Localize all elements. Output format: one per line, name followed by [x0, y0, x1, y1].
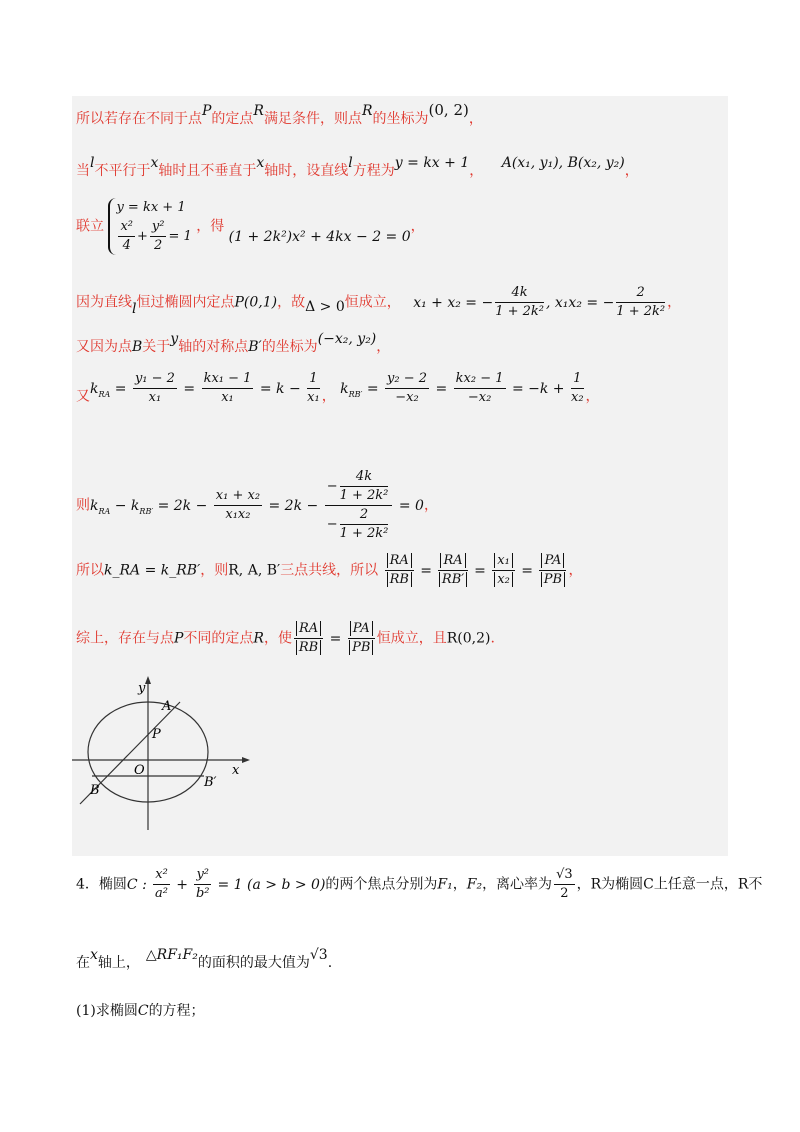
solution-line-4: 因为直线l恒过椭圆内定点P(0,1)，故Δ > 0恒成立， x₁ + x₂ = − $\frac{4k}{\text{1 + 2k²}}$ , x₁x₂ = − $\frac{2}{\text{1 + 2k²}}$ ， [76, 285, 682, 319]
question-text-a: 椭圆 [98, 876, 127, 893]
comma: ， [452, 876, 467, 893]
ellipse-figure [64, 676, 264, 838]
solution-line-7: 则$k_{RA} - k_{RB'} = 2k$ − $\frac{\text{x₁ + x₂}}{\text{x₁x₂}}$ = 2k − − $\frac{4k}{\text{1 + 2k²}}$ − $\frac{2}{\text{1 + 2k²}}$ = 0， [76, 469, 438, 541]
question-text-c: ，离心率为 [482, 876, 553, 893]
points-ab: A(x₁, y₁), B(x₂, y₂) [501, 155, 625, 171]
max-value: √3 [309, 947, 328, 963]
question-text-d: ，R为椭圆C上任意一点，R不 [576, 876, 763, 893]
question-line2-b: 的面积的最大值为 [197, 955, 310, 971]
quadratic-result: (1 + 2k²)x² + 4kx − 2 = 0 [228, 228, 411, 245]
y-axis-arrow [145, 676, 151, 684]
question-line2-tail: . [327, 955, 333, 971]
delta: Δ > 0 [305, 298, 345, 315]
slope-equal: k_RA = k_RB′ [104, 562, 201, 579]
label-b: B [90, 783, 100, 798]
x-axis-arrow [242, 757, 250, 763]
mid-text: ，得 [196, 218, 225, 235]
label-p: P [152, 727, 161, 742]
solution-line-8: 所以k_RA = k_RB′，则R, A, B′三点共线，所以 $\frac{RA}{RB}$ = $\frac{RA}{RB'}$ = $\frac{\text{x₁}}{\text{x₂}}$ = $\frac{PA}{PB}$ ， [76, 553, 583, 587]
system-eq1: y = kx + 1 [116, 200, 186, 215]
solution-line-9: 综上，存在与点P不同的定点R，使 $\frac{RA}{RB}$ = $\frac{PA}{PB}$ 恒成立，且R(0,2). [76, 621, 495, 655]
solution-line-1: 所以若存在不同于点P的定点R满足条件，则点R的坐标为(0, 2)， [76, 101, 483, 127]
solution-line-2: 当l不平行于x轴时且不垂直于x轴时，设直线l方程为y = kx + 1， A(x₁, y₁), B(x₂, y₂)， [76, 155, 639, 179]
solution-line-6: 又$k_{RA}$ = $\frac{\text{y₁ − 2}}{\text{x₁}}$ = $\frac{\text{kx₁ − 1}}{\text{x₁}}$ = k − $\frac{1}{\text{x₁}}$ ， $k_{RB'}$ = $\frac{\text{y₂ − 2}}{\text{−x₂}}$ = $\frac{\text{kx₂ − 1}}{\text{−x₂}}$ = −k + $\frac{1}{\text{x₂}}$ ， [76, 371, 600, 405]
question-4-line-1: 4．椭圆C : $\frac{\text{x²}}{\text{a²}}$ + $\frac{\text{y²}}{\text{b²}}$ = 1 (a > b > 0)的两个焦点分别为F₁，F₂，离心率为 $\frac{√3}{2}$ ，R为椭圆C上任意一点，R不 [76, 867, 763, 901]
question-number: 4． [76, 876, 99, 893]
question-text-b: 的两个焦点分别为 [325, 876, 438, 893]
point-r: R(0,2) [446, 630, 491, 647]
prefix-label: 联立 [76, 218, 104, 235]
label-x: x [232, 763, 240, 778]
question-4-line-2: 在x轴上， △RF₁F₂的面积的最大值为√3. [76, 947, 333, 971]
focus-f2: F₂ [466, 876, 483, 893]
triangle-label: △RF₁F₂ [145, 947, 198, 963]
collinear-points: R, A, B′ [228, 562, 281, 579]
question-4-part-1: (1)求椭圆C的方程； [76, 1003, 205, 1019]
point-p: P(0,1) [234, 294, 278, 311]
label-o: O [134, 763, 145, 778]
reflect-point: (−x₂, y₂) [317, 331, 377, 347]
solution-line-3: 联立 y = kx + 1 $\frac{\text{x²}}{4}$ + $\frac{\text{y²}}{2}$ = 1 ，得 (1 + 2k²)x² + 4kx − 2 = 0， [76, 200, 425, 253]
label-a: A [162, 699, 172, 714]
line-equation: y = kx + 1 [394, 155, 470, 171]
equation-system: y = kx + 1 $\frac{\text{x²}}{4}$ + $\frac{\text{y²}}{2}$ = 1 [108, 198, 191, 255]
focus-f1: F₁ [437, 876, 453, 893]
solution-line-5: 又因为点B关于y轴的对称点B′的坐标为(−x₂, y₂)， [76, 331, 391, 355]
label-y: y [138, 681, 146, 696]
label-bprime: B′ [204, 775, 217, 790]
